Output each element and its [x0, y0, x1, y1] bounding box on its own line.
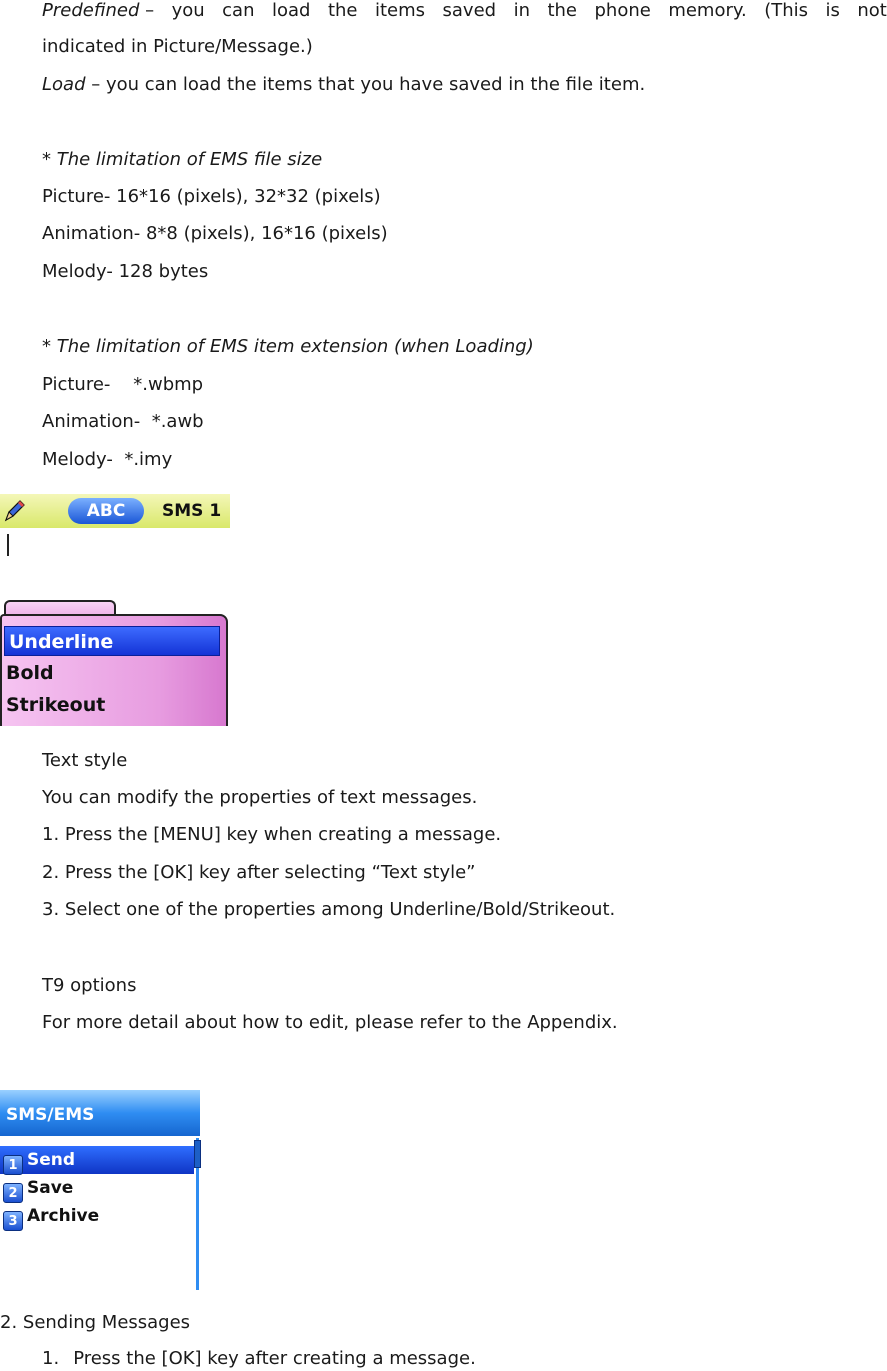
number-3-icon: 3 [3, 1211, 23, 1231]
word: items [374, 0, 426, 21]
word: phone [594, 0, 651, 21]
word: the [327, 0, 358, 21]
text-style-step: 1. Press the [MENU] key when creating a message. [42, 824, 502, 845]
editor-screenshot [0, 494, 230, 564]
input-mode-badge: ABC [68, 498, 144, 524]
text-style-option-strikeout[interactable]: Strikeout [6, 694, 106, 716]
text-style-heading: Text style [42, 750, 128, 771]
sms-counter: SMS 1 [162, 501, 222, 521]
menu-item-label: Send [27, 1150, 76, 1170]
extension-limit-item: Picture- *.wbmp [42, 374, 204, 395]
sms-menu-screenshot [0, 1090, 202, 1290]
load-term: Load [42, 74, 86, 95]
word: can [222, 0, 255, 21]
predefined-continuation: indicated in Picture/Message.) [42, 36, 313, 57]
sms-menu-item-save[interactable] [0, 1174, 194, 1202]
sms-menu-item-send[interactable] [0, 1146, 194, 1174]
word: not [857, 0, 887, 21]
text-style-option-bold[interactable]: Bold [6, 662, 54, 684]
number-1-icon: 1 [3, 1155, 23, 1175]
menu-item-label: Save [27, 1178, 74, 1198]
predefined-line [42, 0, 887, 23]
load-line [42, 73, 645, 97]
word: you [171, 0, 205, 21]
load-text: you can load the items that you have saved in the file item. [105, 74, 646, 95]
extension-limits-heading: * The limitation of EMS item extension (when Loading) [42, 336, 534, 357]
size-limit-item: Picture- 16*16 (pixels), 32*32 (pixels) [42, 186, 381, 207]
pencil-icon [2, 498, 26, 524]
t9-options-description: For more detail about how to edit, please refer to the Appendix. [42, 1012, 618, 1033]
extension-limit-item: Melody- *.imy [42, 449, 173, 470]
t9-options-heading: T9 options [42, 975, 137, 996]
word: saved [442, 0, 497, 21]
size-limit-item: Melody- 128 bytes [42, 261, 209, 282]
scrollbar-thumb[interactable] [194, 1140, 201, 1168]
sms-menu-item-archive[interactable] [0, 1202, 194, 1230]
word: the [547, 0, 578, 21]
sending-step [42, 1347, 476, 1371]
sms-menu-title: SMS/EMS [0, 1090, 200, 1136]
text-style-step: 2. Press the [OK] key after selecting “Text style” [42, 862, 476, 883]
text-cursor [7, 534, 9, 556]
extension-limit-item: Animation- *.awb [42, 411, 204, 432]
predefined-dash: – [145, 0, 155, 21]
word: (This [764, 0, 808, 21]
step-text: Press the [OK] key after creating a message. [73, 1348, 476, 1369]
word: memory. [668, 0, 747, 21]
text-style-description: You can modify the properties of text messages. [42, 787, 478, 808]
word: in [513, 0, 530, 21]
load-dash: – [91, 74, 101, 95]
text-style-option-underline[interactable]: Underline [4, 626, 220, 656]
size-limit-item: Animation- 8*8 (pixels), 16*16 (pixels) [42, 223, 388, 244]
step-number: 1. [42, 1348, 60, 1369]
size-limits-heading: * The limitation of EMS file size [42, 149, 323, 170]
sending-heading: 2. Sending Messages [0, 1312, 191, 1333]
predefined-term: Predefined [42, 0, 140, 21]
word: load [271, 0, 311, 21]
text-style-step: 3. Select one of the properties among Underline/Bold/Strikeout. [42, 899, 616, 920]
number-2-icon: 2 [3, 1183, 23, 1203]
word: is [825, 0, 840, 21]
menu-item-label: Archive [27, 1206, 100, 1226]
text-style-screenshot [0, 598, 230, 724]
